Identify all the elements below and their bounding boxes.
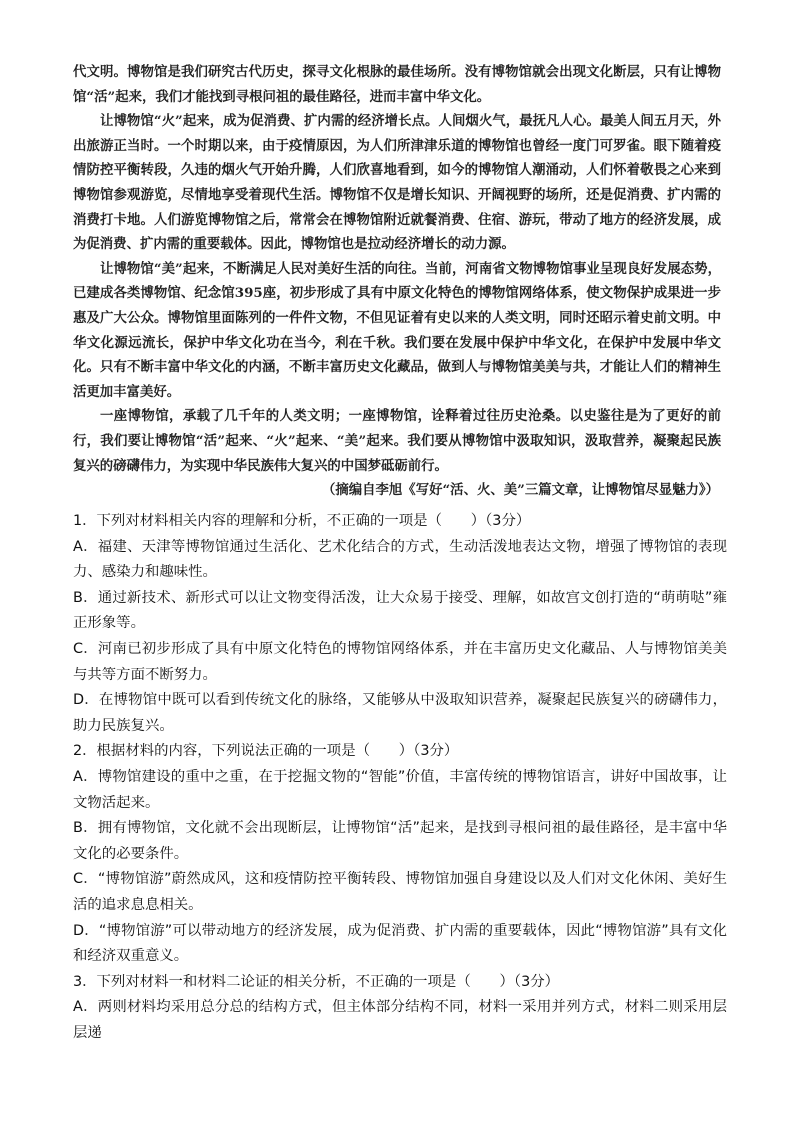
question-3 xyxy=(73,970,727,1047)
material-paragraph-3: 让博物馆“美”起来，不断满足人民对美好生活的向往。当前，河南省文物博物馆事业呈现良好发展态势，已建成各类博物馆、纪念馆395座，初步形成了具有中原文化特色的博物馆网络体系，使文物保护成果进一步惠及广大公众。博物馆里面陈列的一件件文物，不但见证着有史以来的人类文明，同时还昭示着史前文明。中华文化源远流长，保护中华文化功在当今，利在千秋。我们要在发展中保护中华文化，在保护中发展中华文化。只有不断丰富中华文化的内涵，不断丰富历史文化藏品，做到人与博物馆美美与共，才能让人们的精神生活更加丰富美好。 xyxy=(73,260,721,400)
option-c: C．河南已初步形成了具有中原文化特色的博物馆网络体系，并在丰富历史文化藏品、人与博物馆美美与共等方面不断努力。 xyxy=(73,640,727,683)
option-b: B．通过新技术、新形式可以让文物变得活泼，让大众易于接受、理解，如故宫文创打造的“萌萌哒”雍正形象等。 xyxy=(73,589,727,632)
material-paragraph-1: 代文明。博物馆是我们研究古代历史，探寻文化根脉的最佳场所。没有博物馆就会出现文化断层，只有让博物馆“活”起来，我们才能找到寻根问祖的最佳路径，进而丰富中华文化。 xyxy=(73,64,721,105)
option-d: D．在博物馆中既可以看到传统文化的脉络，又能够从中汲取知识营养，凝聚起民族复兴的磅礴伟力，助力民族复兴。 xyxy=(73,692,727,734)
question-stem: 3．下列对材料一和材料二论证的相关分析，不正确的一项是（ ）（3分） xyxy=(73,973,560,990)
question-stem: 1．下列对材料相关内容的理解和分析，不正确的一项是（ ）（3分） xyxy=(73,513,531,529)
option-a: A．福建、天津等博物馆通过生活化、艺术化结合的方式，生动活泼地表达文物，增强了博物馆的表现力、感染力和趣味性。 xyxy=(73,538,727,581)
option-d: D．“博物馆游”可以带动地方的经济发展，成为促消费、扩内需的重要载体，因此“博物馆游”具有文化和经济双重意义。 xyxy=(73,922,727,965)
reading-material xyxy=(73,60,721,503)
question-section xyxy=(73,509,727,1046)
option-c: C．“博物馆游”蔚然成风，这和疫情防控平衡转段、博物馆加强自身建设以及人们对文化休闲、美好生活的追求息息相关。 xyxy=(73,871,727,913)
option-a: A．两则材料均采用总分总的结构方式，但主体部分结构不同，材料一采用并列方式，材料二则采用层层递 xyxy=(73,999,727,1041)
option-a: A．博物馆建设的重中之重，在于挖掘文物的“智能”价值，丰富传统的博物馆语言，讲好中国故事，让文物活起来。 xyxy=(73,768,727,811)
material-source: （摘编自李旭《写好“活、火、美”三篇文章，让博物馆尽显魅力》） xyxy=(321,482,719,499)
option-b: B．拥有博物馆，文化就不会出现断层，让博物馆“活”起来，是找到寻根问祖的最佳路径，是丰富中华文化的必要条件。 xyxy=(73,820,727,862)
material-paragraph-2: 让博物馆“火”起来，成为促消费、扩内需的经济增长点。人间烟火气，最抚凡人心。最美人间五月天，外出旅游正当时。一个时期以来，由于疫情原因，为人们所津津乐道的博物馆也曾经一度门可罗雀。眼下随着疫情防控平衡转段，久违的烟火气开始升腾，人们欣喜地看到，如今的博物馆人潮涌动，人们怀着敬畏之心来到博物馆参观游览，尽情地享受着现代生活。博物馆不仅是增长知识、开阔视野的场所，还是促消费、扩内需的消费打卡地。人们游览博物馆之后，常常会在博物馆附近就餐消费、住宿、游玩，带动了地方的经济发展，成为促消费、扩内需的重要载体。因此，博物馆也是拉动经济增长的动力源。 xyxy=(73,113,721,253)
question-stem: 2．根据材料的内容，下列说法正确的一项是（ ）（3分） xyxy=(73,743,459,760)
question-2 xyxy=(73,739,727,969)
question-1 xyxy=(73,509,727,739)
material-paragraph-4: 一座博物馆，承载了几千年的人类文明；一座博物馆，诠释着过往历史沧桑。以史鉴往是为了更好的前行，我们要让博物馆“活”起来、“火”起来、“美”起来。我们要从博物馆中汲取知识，汲取营养，凝聚起民族复兴的磅礴伟力，为实现中华民族伟大复兴的中国梦砥砺前行。 xyxy=(73,408,721,474)
